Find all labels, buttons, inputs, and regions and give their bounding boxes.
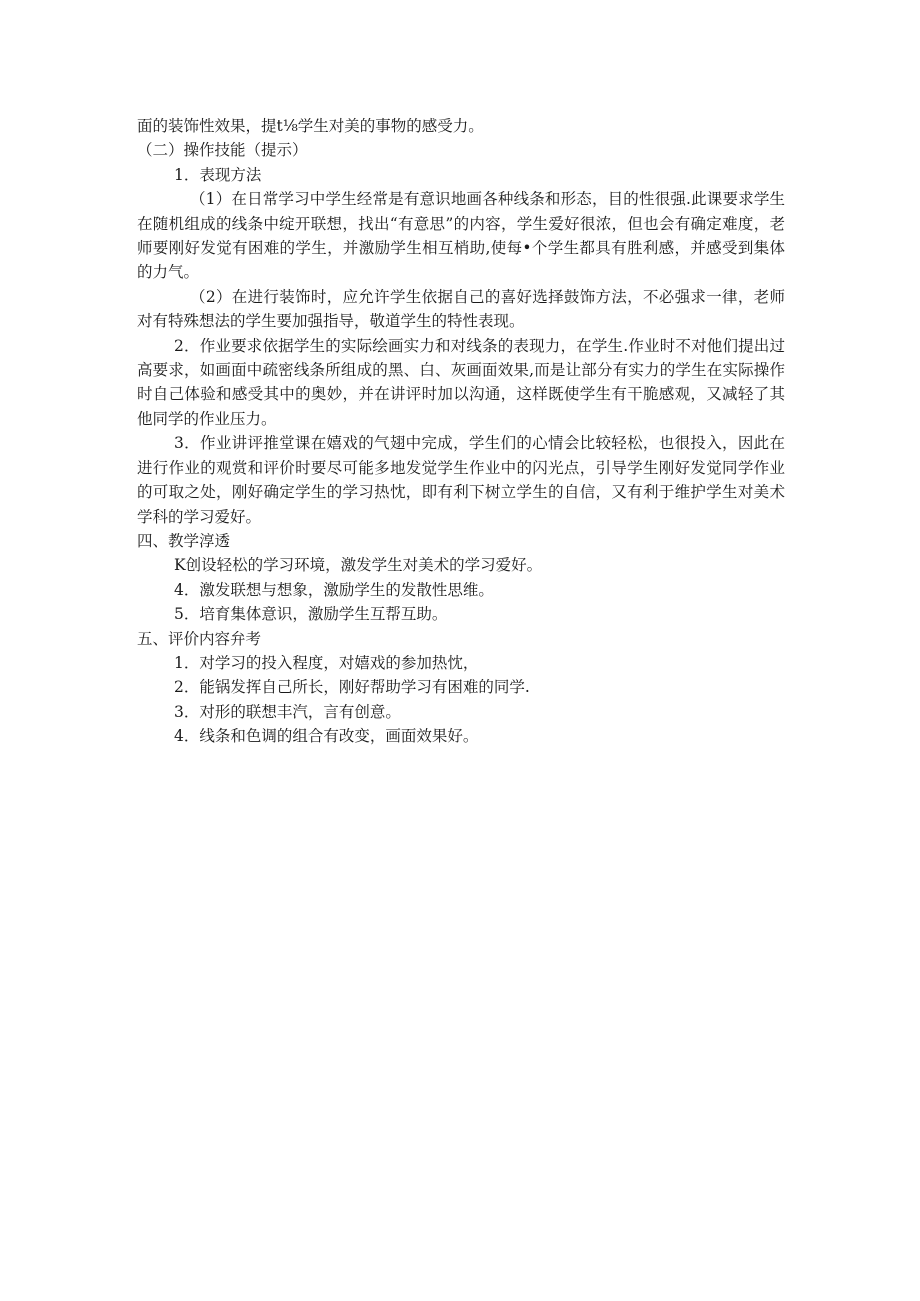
list-item-evaluation-4: 4．线条和色调的组合有改变，画面效果好。 (174, 727, 479, 746)
list-item-evaluation-1: 1．对学习的投入程度，对嬉戏的参加热忱， (174, 653, 479, 672)
paragraph-continuation: 面的装饰性效果，提t⅛学生对美的事物的感受力。 (137, 117, 484, 135)
paragraph-homework-review: 3．作业讲评推堂课在嬉戏的气翅中完成，学生们的心情会比较轻松，也很投入，因此在进行作业的观赏和评价时要尽可能多地发觉学生作业中的闪光点，引导学生刚好发觉同学作业的可取之处，刚好确定学生的学习热忱，即有利下树立学生的自信，又有利于维护学生对美术学科的学习爱好。 (137, 434, 785, 526)
section-heading-teaching-infiltration: 四、教学淳透 (137, 531, 231, 550)
document-body (137, 114, 785, 749)
paragraph-method-1: （1）在日常学习中学生经常是有意识地画各种线条和形态，目的性很强.此课要求学生在随机组成的线条中绽开联想，找出“有意思”的内容，学生爱好很浓，但也会有确定难度，老师要刚好发觉有困难的学生，并激励学生相互梢助,使每•个学生都具有胜利感，并感受到集体的力气。 (137, 190, 785, 282)
subheading-operation-skills: （二）操作技能（提示） (137, 141, 308, 160)
paragraph-homework-requirements: 2．作业要求依据学生的实际绘画实力和对线条的表现力，在学生.作业时不对他们提出过高要求，如画面中疏密线条所组成的黑、白、灰画面效果,而是让部分有实力的学生在实际操作时自己体验和感受其中的奥妙，并在讲评时加以沟通，这样既使学生有干脆感观，又减轻了其他同学的作业压力。 (137, 336, 785, 428)
list-item-method: 1．表现方法 (174, 165, 262, 184)
list-item-infiltration-5: 5．培育集体意识，激励学生互帮互助。 (174, 605, 448, 624)
list-item-infiltration-1: K创设轻松的学习环境，激发学生对美术的学习爱好。 (174, 556, 543, 575)
paragraph-method-2: （2）在进行装饰时，应允许学生依据自己的喜好选择鼓饰方法，不必强求一律，老师对有特殊想法的学生要加强指导，敬道学生的特性表现。 (137, 287, 785, 331)
section-heading-evaluation: 五、评价内容弁考 (137, 629, 262, 648)
list-item-infiltration-4: 4．激发联想与想象，激励学生的发散性思维。 (174, 580, 494, 599)
list-item-evaluation-3: 3．对形的联想丰汽，言有创意。 (174, 702, 401, 721)
list-item-evaluation-2: 2．能锅发挥自己所长，刚好帮助学习有困难的同学. (174, 678, 530, 697)
